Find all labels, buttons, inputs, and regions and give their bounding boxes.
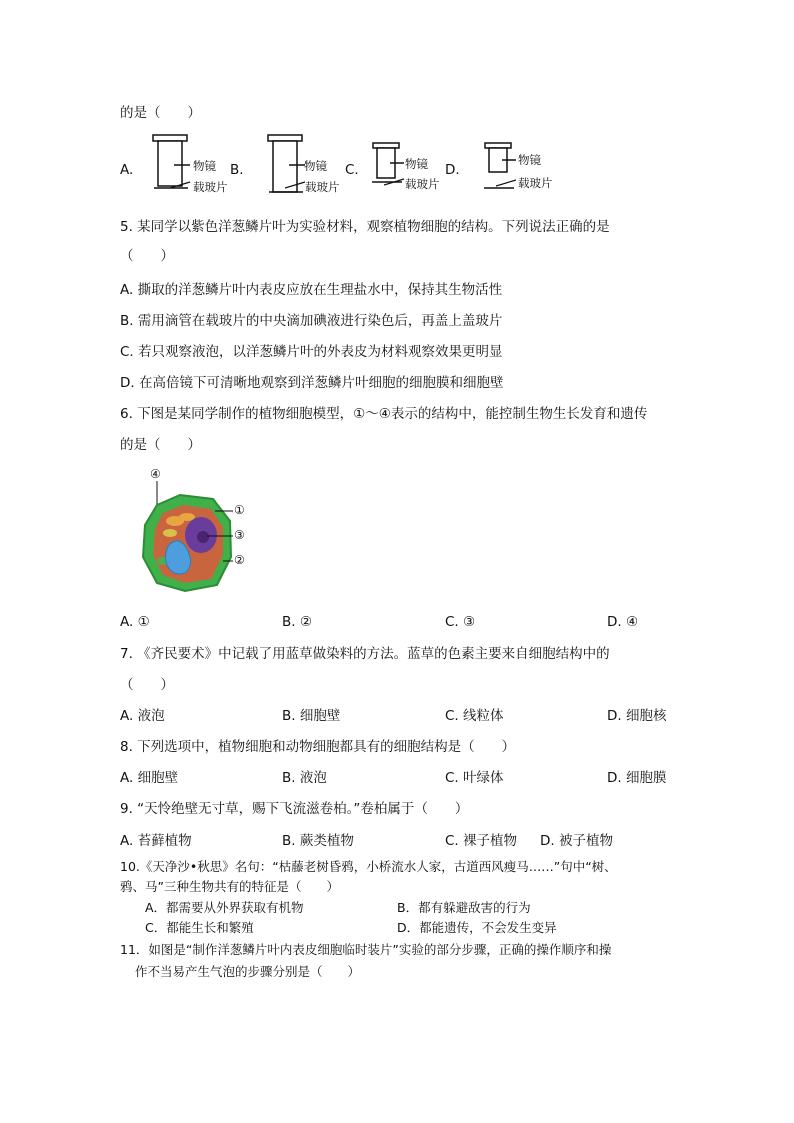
q7-option-d: D. 细胞核: [607, 708, 667, 724]
q6-label-1: ①: [234, 503, 245, 517]
q8-option-d: D. 细胞膜: [607, 770, 667, 786]
q6-stem-line1: 6. 下图是某同学制作的植物细胞模型，①～④表示的结构中，能控制生物生长发育和遗传: [120, 406, 648, 422]
q5-stem-line1: 5. 某同学以紫色洋葱鳞片叶为实验材料，观察植物细胞的结构。下列说法正确的是: [120, 219, 610, 235]
q11-stem-line2: 作不当易产生气泡的步骤分别是（ ）: [135, 964, 361, 979]
q9-option-d: D. 被子植物: [540, 833, 613, 849]
q4-option-a-objective-label: 物镜: [193, 159, 216, 173]
q5-stem-line2: （ ）: [120, 248, 174, 264]
q6-option-a: A. ①: [120, 614, 150, 630]
q7-stem-line2: （ ）: [120, 677, 174, 693]
q10-option-a: A．都需要从外界获取有机物: [145, 900, 304, 915]
q4-option-d-objective-label: 物镜: [518, 153, 541, 167]
q5-option-c: C. 若只观察液泡，以洋葱鳞片叶的外表皮为材料观察效果更明显: [120, 344, 503, 360]
q6-option-b: B. ②: [282, 614, 312, 630]
q4-option-c-slide-pointer: [384, 177, 406, 187]
q6-label-3: ③: [234, 528, 245, 542]
q6-stem-line2: 的是（ ）: [120, 437, 201, 453]
q10-option-c: C．都能生长和繁殖: [145, 920, 254, 935]
q4-stem-tail: 的是（ ）: [120, 105, 201, 121]
q7-option-c: C. 线粒体: [445, 708, 504, 724]
q4-option-c-letter: C.: [345, 162, 359, 178]
q5-option-b: B. 需用滴管在载玻片的中央滴加碘液进行染色后，再盖上盖玻片: [120, 313, 503, 329]
q4-option-b-slide-label: 载玻片: [305, 180, 340, 194]
q8-option-c: C. 叶绿体: [445, 770, 504, 786]
q4-option-d-slide-pointer: [496, 178, 518, 188]
q4-option-a-slide-pointer: [170, 180, 192, 190]
q11-stem-line1: 11．如图是“制作洋葱鳞片叶内表皮细胞临时装片”实验的部分步骤，正确的操作顺序和操: [120, 942, 612, 957]
q9-option-b: B. 蕨类植物: [282, 833, 354, 849]
q4-option-b-letter: B.: [230, 162, 244, 178]
q10-option-d: D．都能遗传，不会发生变异: [397, 920, 557, 935]
q9-stem: 9. “天怜绝壁无寸草，赐下飞流滋卷柏。”卷柏属于（ ）: [120, 801, 469, 817]
q6-option-c: C. ③: [445, 614, 476, 630]
q7-option-a: A. 液泡: [120, 708, 165, 724]
q4-option-a-letter: A.: [120, 162, 134, 178]
q8-stem: 8. 下列选项中，植物细胞和动物细胞都具有的细胞结构是（ ）: [120, 739, 516, 755]
q5-option-d: D. 在高倍镜下可清晰地观察到洋葱鳞片叶细胞的细胞膜和细胞壁: [120, 375, 504, 391]
q4-option-b-objective-label: 物镜: [304, 159, 327, 173]
q4-option-c-slide-label: 载玻片: [405, 177, 440, 191]
q6-option-d: D. ④: [607, 614, 639, 630]
q9-option-a: A. 苔藓植物: [120, 833, 192, 849]
q8-option-a: A. 细胞壁: [120, 770, 179, 786]
q10-stem-line2: 鸦、马”三种生物共有的特征是（ ）: [120, 879, 339, 894]
q10-stem-line1: 10.《天净沙•秋思》名句：“枯藤老树昏鸦，小桥流水人家，古道西风瘦马……”句中“树、: [120, 859, 617, 874]
q7-stem-line1: 7. 《齐民要术》中记载了用蓝草做染料的方法。蓝草的色素主要来自细胞结构中的: [120, 646, 610, 662]
q9-option-c: C. 裸子植物: [445, 833, 518, 849]
q4-option-d-letter: D.: [445, 162, 460, 178]
q6-label-4: ④: [150, 467, 161, 481]
q6-label-2: ②: [234, 553, 245, 567]
q4-option-a-slide-label: 载玻片: [193, 180, 228, 194]
q4-option-d-slide-label: 载玻片: [518, 176, 553, 190]
q8-option-b: B. 液泡: [282, 770, 327, 786]
q4-option-c-objective-label: 物镜: [405, 157, 428, 171]
q10-option-b: B．都有躲避敌害的行为: [397, 900, 531, 915]
q7-option-b: B. 细胞壁: [282, 708, 341, 724]
q5-option-a: A. 撕取的洋葱鳞片叶内表皮应放在生理盐水中，保持其生物活性: [120, 282, 503, 298]
q4-option-b-slide-pointer: [285, 180, 307, 190]
